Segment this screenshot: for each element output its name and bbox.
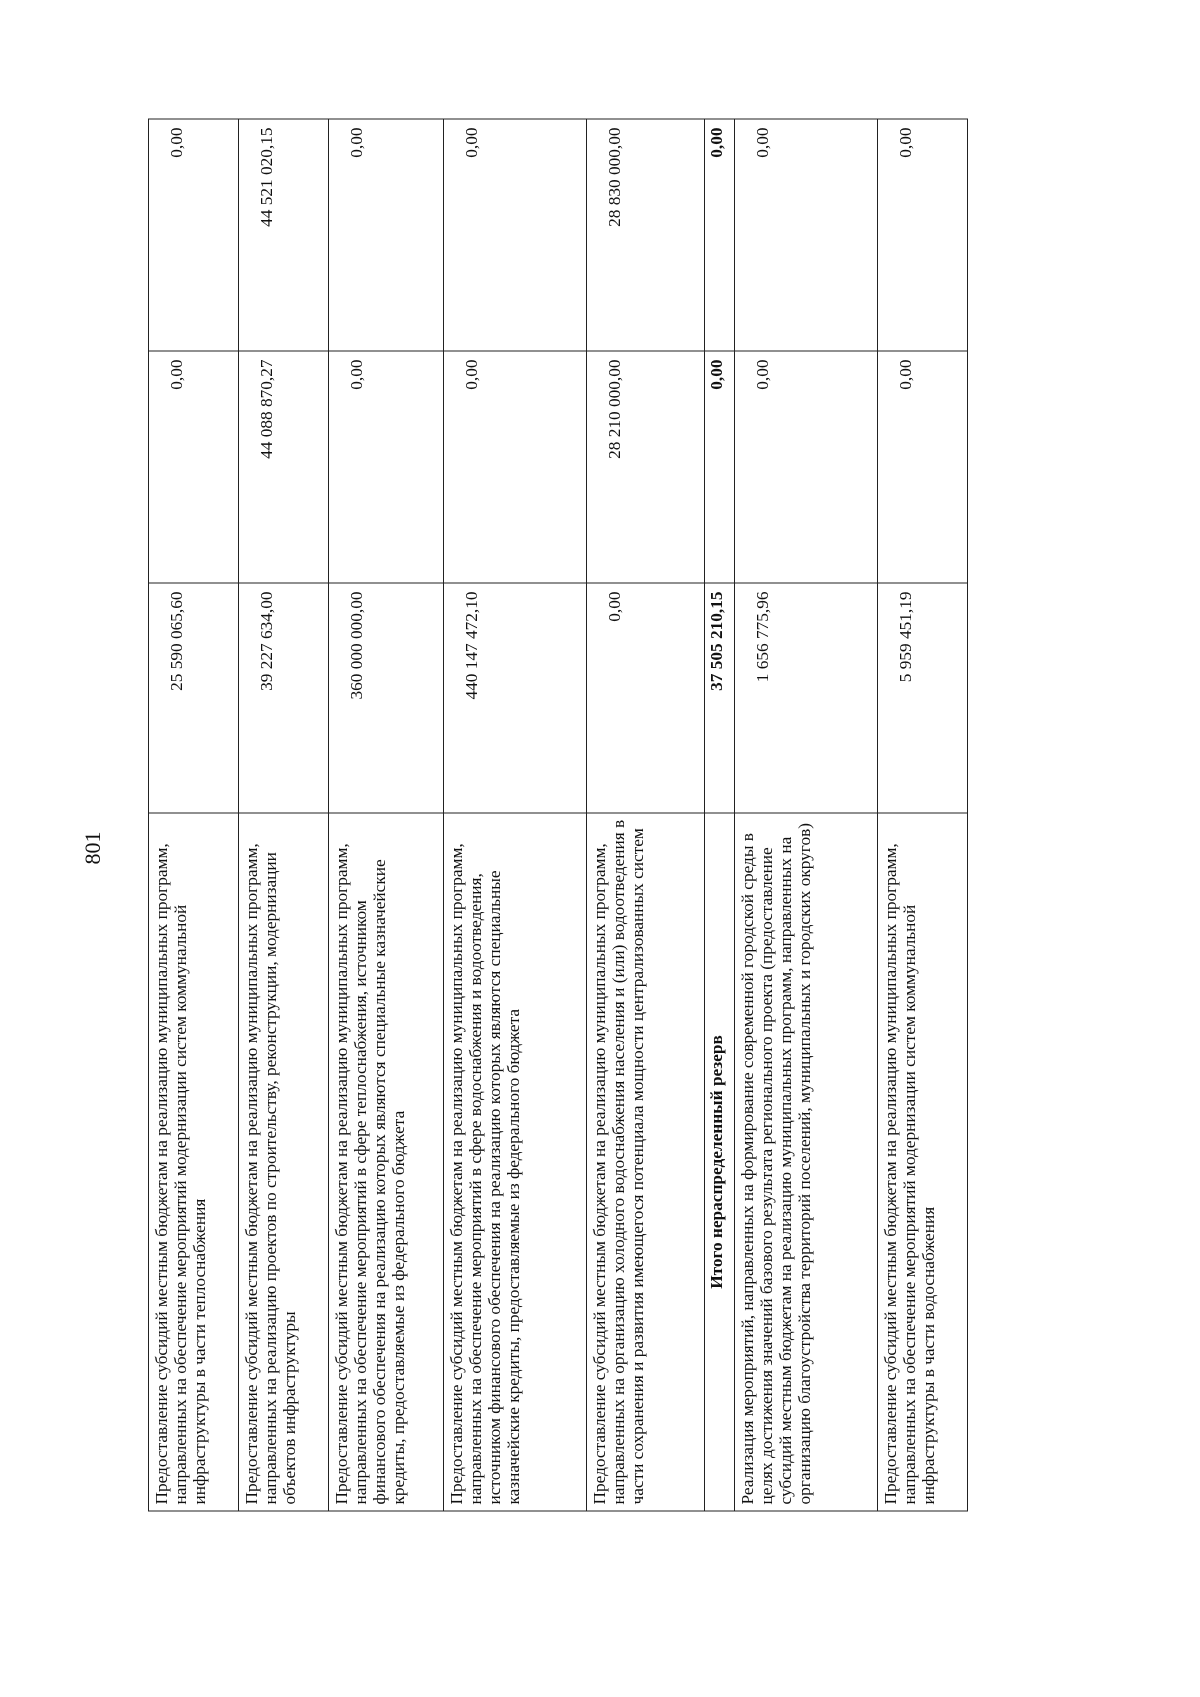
row-value-year1: 440 147 472,10 [444,583,587,813]
row-description: Предоставление субсидий местным бюджетам на реализацию муниципальных программ, направленных на обеспечение мероприятий модернизации систем коммунальной инфраструктуры в части теплоснабжения [149,813,239,1511]
row-value-year1: 1 656 775,96 [735,583,878,813]
row-value-year1: 5 959 451,19 [878,583,968,813]
row-description: Предоставление субсидий местным бюджетам на реализацию муниципальных программ, направленных на организацию холодного водоснабжения населения и (или) водоотведения в части сохранения и развития имеющегося потенциала мощности централизованных систем [587,813,705,1511]
row-value-year3: 0,00 [329,119,444,351]
table-row [149,119,239,1511]
page-number: 801 [80,831,105,865]
row-value-year1: 37 505 210,15 [705,583,735,813]
row-value-year3: 0,00 [444,119,587,351]
row-description: Предоставление субсидий местным бюджетам на реализацию муниципальных программ, направленных на обеспечение мероприятий в сфере водоснабжения и водоотведения, источником финансового обеспечения на реализацию которых являются специальные казначейские кредиты, предоставляемые из федерального бюджета [444,813,587,1511]
row-value-year2: 0,00 [329,351,444,583]
row-description: Предоставление субсидий местным бюджетам на реализацию муниципальных программ, направленных на обеспечение мероприятий модернизации систем коммунальной инфраструктуры в части водоснабжения [878,813,968,1511]
row-value-year2: 0,00 [444,351,587,583]
table-row [444,119,587,1511]
row-value-year3: 0,00 [149,119,239,351]
row-value-year3: 0,00 [878,119,968,351]
row-description: Итого нераспределенный резерв [705,813,735,1511]
row-value-year2: 28 210 000,00 [587,351,705,583]
table-row [735,119,878,1511]
table-row [878,119,968,1511]
row-value-year1: 39 227 634,00 [239,583,329,813]
row-value-year3: 0,00 [735,119,878,351]
table-row [239,119,329,1511]
row-value-year2: 0,00 [149,351,239,583]
table-row [587,119,705,1511]
budget-table [148,119,968,1512]
row-value-year1: 0,00 [587,583,705,813]
row-value-year2: 0,00 [705,351,735,583]
row-value-year2: 0,00 [878,351,968,583]
row-value-year2: 44 088 870,27 [239,351,329,583]
row-value-year3: 44 521 020,15 [239,119,329,351]
row-value-year1: 25 590 065,60 [149,583,239,813]
row-description: Предоставление субсидий местным бюджетам на реализацию муниципальных программ, направленных на обеспечение мероприятий в сфере теплоснабжения, источником финансового обеспечения на реализацию которых являются специальные казначейские кредиты, предоставляемые из федерального бюджета [329,813,444,1511]
row-value-year3: 0,00 [705,119,735,351]
row-value-year2: 0,00 [735,351,878,583]
row-description: Реализация мероприятий, направленных на формирование современной городской среды в целях достижения значений базового результата регионального проекта (предоставление субсидий местным бюджетам на реализацию муниципальных программ, направленных на организацию благоустройства территорий поселений, муниципальных и городских округов) [735,813,878,1511]
table-row [329,119,444,1511]
row-description: Предоставление субсидий местным бюджетам на реализацию муниципальных программ, направленных на реализацию проектов по строительству, реконструкции, модернизации объектов инфраструктуры [239,813,329,1511]
table-row-total [705,119,735,1511]
row-value-year1: 360 000 000,00 [329,583,444,813]
row-value-year3: 28 830 000,00 [587,119,705,351]
